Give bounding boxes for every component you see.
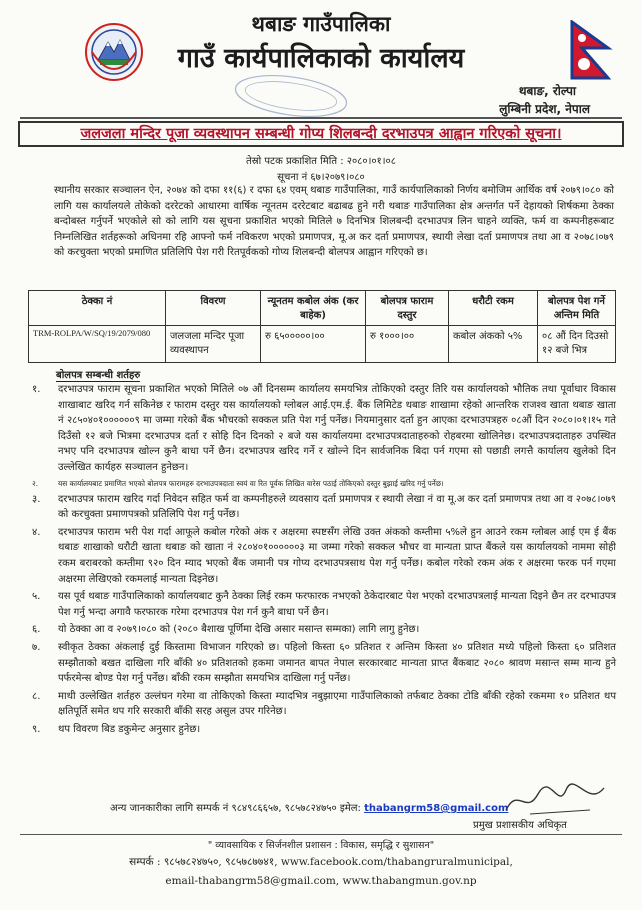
term-text: माथी उल्लेखित शर्तहरु उल्लंघन गरेमा वा तोकिएको किस्ता म्यादभित्र नबुझाएमा गाउँपालिकाको तर्फबाट ठेक्का टोडि बाँकी रहेको रकममा १० प्रतिशत थप क्षतिपूर्ति समेत थप गरि सरकारी बाँकी सरह असुल उपर गरिनेछ। [58, 690, 616, 718]
cell-form-fee: रु १०००।०० [366, 326, 449, 363]
municipality-name: थबाङ गाउँपालिका [251, 11, 391, 36]
term-item [30, 640, 616, 687]
header-divider [20, 117, 622, 119]
col-deposit: धरौटी रकम [449, 291, 538, 326]
cell-min-bid: रु ६५०००००।०० [261, 326, 366, 363]
term-item [30, 622, 616, 638]
col-contract-no: ठेक्का नं [29, 291, 166, 326]
chief-officer-title: प्रमुख प्रशासकीय अधिकृत [473, 820, 567, 831]
table-row [29, 326, 616, 363]
col-form-fee: बोलपत्र फाराम दस्तुर [366, 291, 449, 326]
col-min-bid: न्यूनतम कबोल अंक (कर बाहेक) [261, 291, 366, 326]
tender-table [28, 290, 616, 363]
col-description: विवरण [166, 291, 261, 326]
cell-contract-no: TRM-ROLPA/W/SQ/19/2079/080 [29, 326, 166, 363]
notice-number: सूचना नं ६७।२०७९।०८० [277, 172, 365, 183]
term-text: दरभाउपत्र फाराम भरी पेश गर्दा आफूले कबोल गरेको अंक र अक्षरमा स्पष्टसँग लेखि उक्त अंकको कम्तीमा ५%ले हुन आउने रकम ग्लोबल आई एम ई बैंक थबाङ शाखाको धरौटी खाता थबाङ को खाता नं २८०४०१००००००३ मा जम्मा गरेको सक्कल भौचर वा मान्यता प्राप्त बैंकले यस कार्यालयको नाममा सोही रकम बराबरको कम्तीमा ९२० दिन म्याद भएको बैंक जमानी पत्र गोप्य दरभाउपत्रसाथ पेश गर्नु पर्नेछ। कबोल गरेको रकम अंक र अक्षरमा फरक पर्न गएमा अक्षरमा लेखिएको रकमलाई मान्यता दिइनेछ। [58, 526, 616, 585]
footer-email-line: email-thabangrm58@gmail.com, www.thabangmun.gov.np [165, 875, 477, 887]
terms-list [30, 382, 616, 739]
term-text: स्वीकृत ठेक्का अंकलाई दुई किस्तामा विभाजन गरिएको छ। पहिलो किस्ता ६० प्रतिशत र अन्तिम किस्ता ४० प्रतिशत मध्ये पहिलो किस्ता ६० प्रतिशत सम्झौताको बखत दाखिला गरि बाँकी ४० प्रतिशतको हकमा जमानत बापत नेपाल सरकारबाट मान्यता प्राप्त बैंकबाट २०८० श्रावण मसान्त सम्म मान्य हुने पर्फरमेन्स बोण्ड पेश गर्नु पर्नेछ। बाँकी रकम सम्झौता समयभित्र दाखिला गर्नु पर्नेछ। [58, 641, 616, 685]
footer-motto: " व्यावसायिक र सिर्जनशील प्रशासन : विकास, समृद्धि र सुशासन" [207, 840, 435, 851]
address-district: थबाङ, रोल्पा [518, 84, 576, 98]
term-text: दरभाउपत्र फाराम सूचना प्रकाशित भएको मितिले ०७ औं दिनसम्म कार्यालय समयभित्र तोकिएको दस्तुर तिरि यस कार्यालयको भौतिक तथा पूर्वाधार विकास शाखाबाट खरिद गर्न सकिनेछ र फाराम दस्तुर यस कार्यालयको ग्लोबल आई.एम.ई. बैंक लिमिटेड थबाङ शाखामा रहेको आन्तरिक राजश्व खाता थबाङ खाता नं २८५०४०१००००००९ मा जम्मा गरेको बैंक भौचरको सक्कल प्रति पेश गर्नु पर्नेछ। नियमानुसार दर्ता हुन आएका दरभाउपत्रहरु ०८औं दिन २०८०।०१।१५ गते दिउँसो १२ बजे भित्रमा दरभाउपत्र दर्ता र सोहि दिन दिनको २ बजे यस कार्यालयमा दरभाउपत्रदाताहरुको रोहबरमा खोलिनेछ। दरभाउपत्रदाताहरु उपस्थित नभए पनि दरभाउपत्र खोल्न कुनै बाधा पर्ने छैन। दरभाउपत्र खरिद गर्ने र खोल्ने दिन सार्वजनिक बिदा पर्न गएमा सो पछाडी लगत्तै कार्यालय खुलेको दिन उल्लेखित कार्यहरु सञ्चालन हुनेछन। [58, 384, 616, 473]
notice-title: जलजला मन्दिर पूजा व्यवस्थापन सम्बन्धी गोप्य शिलबन्दी दरभाउपत्र आह्वान गरिएको सूचना। [18, 121, 624, 147]
term-number: ३. [32, 493, 41, 505]
term-item [30, 722, 616, 738]
term-number: ८. [32, 690, 41, 702]
cell-deposit: कबोल अंकको ५% [449, 326, 538, 363]
published-date: तेस्रो पटक प्रकाशित मिति : २०८०।०१।०८ [246, 156, 396, 167]
term-number: ९. [32, 723, 41, 735]
footer-divider [20, 834, 622, 835]
contact-text: अन्य जानकारीका लागि सम्पर्क नं ९८४९८६६५७, ९८५७८२४७५० इमेल: [110, 803, 361, 814]
address-province: लुम्बिनी प्रदेश, नेपाल [499, 102, 590, 116]
term-text: यस पूर्व थबाङ गाउँपालिकाको कार्यालयबाट कुनै ठेक्का लिई रकम फरफारक नभएको ठेकेदारबाट पेश भएको दरभाउपत्रलाई मान्यता दिइने छैन तर दरभाउपत्र पेश गर्नु भन्दा अगावै फरफारक गरेमा दरभाउपत्र पेश गर्न कुनै बाधा पर्ने छैन। [58, 591, 616, 618]
table-header-row [29, 291, 616, 326]
contact-line [110, 800, 508, 814]
term-number: २. [32, 478, 39, 488]
contact-email-link[interactable]: thabangrm58@gmail.com [364, 803, 509, 814]
term-number: ५. [32, 591, 41, 603]
office-name: गाउँ कार्यपालिकाको कार्यालय [177, 43, 465, 74]
term-text: दरभाउपत्र फाराम खरिद गर्दा निवेदन सहित फर्म वा कम्पनीहरुले व्यवसाय दर्ता प्रमाणपत्र र स्थायी लेखा नं वा मू.अ कर दर्ता प्रमाणपत्र तथा आ व २०७८।०७९ को करचुक्ता प्रमाणपत्रको प्रतिलिपि पेश गर्नु पर्नेछ। [58, 493, 616, 521]
term-text: थप विवरण बिड डकुमेन्ट अनुसार हुनेछ। [58, 723, 201, 735]
term-item [30, 382, 616, 476]
term-number: ७. [32, 641, 41, 653]
term-number: ६. [32, 624, 41, 636]
term-item [30, 589, 616, 620]
terms-heading: बोलपत्र सम्बन्धी शर्तहरु [56, 367, 140, 382]
intro-paragraph: स्थानीय सरकार सञ्चालन ऐन, २०७४ को दफा ११(६) र दफा ६४ एवम् थबाङ गाउँपालिका, गाउँ कार्यपालिकाको निर्णय बमोजिम आर्थिक वर्ष २०७९।०८० को लागि यस कार्यालयले तोकेको दररेटको आधारमा वार्षिक न्यूनतम दररेटबाट बढाबढ हुने गरी थबाङ गाउँपालिका क्षेत्र अन्तर्गत पर्ने देहायको शिर्षकमा ठेक्का बन्दोबस्त गर्नुपर्ने भएकोले सो को लागि यस सूचना प्रकाशित भएको मितिले ७ दिनभित्र शिलबन्दी दरभाउपत्र लिन चाहने व्यक्ति, फर्म वा कम्पनीहरूबाट निम्नलिखित शर्तहरूको अधिनमा रहि आफ्नो फर्म नविकरण भएको प्रमाणपत्र, मू.अ कर दर्ता प्रमाणपत्र, स्थायी लेखा दर्ता प्रमाणपत्र तथा आ व २०७८।०७९ को करचुक्ता भएको प्रमाणित प्रतिलिपि पेश गरी रितपूर्वकको गोप्य शिलबन्दी बोलपत्र आह्वान गरिएको छ। [54, 185, 614, 258]
term-number: ४. [32, 526, 41, 538]
col-deadline: बोलपत्र पेश गर्ने अन्तिम मिति [538, 291, 616, 326]
term-text: यस कार्यालयबाट प्रमाणित भएको बोलपत्र फारामहरु दरभाउपत्रदाता स्वयं वा रित पूर्वक लिखित वारेस पठाई तोकिएको दस्तुर बुझाई खरिद गर्नु पर्नेछ। [58, 478, 444, 488]
term-item [30, 492, 616, 523]
term-item [30, 689, 616, 720]
cell-deadline: ०८ औं दिन दिउसो १२ बजे भित्र [538, 326, 616, 363]
term-text: यो ठेक्का आ व २०७९।०८० को (२०८० बैशाख पूर्णिमा देखि असार मसान्त सम्मका) लागि लागु हुनेछ। [58, 624, 420, 636]
signature-icon [500, 780, 610, 820]
footer-contact-line: सम्पर्क : ९८५७८२४७५०, ९८५७८७७४१, www.facebook.com/thabangruralmunicipal, [129, 856, 513, 868]
cell-description: जलजला मन्दिर पूजा व्यवस्थापन [166, 326, 261, 363]
term-item [30, 525, 616, 587]
term-number: १. [32, 384, 41, 395]
term-item [30, 478, 616, 490]
